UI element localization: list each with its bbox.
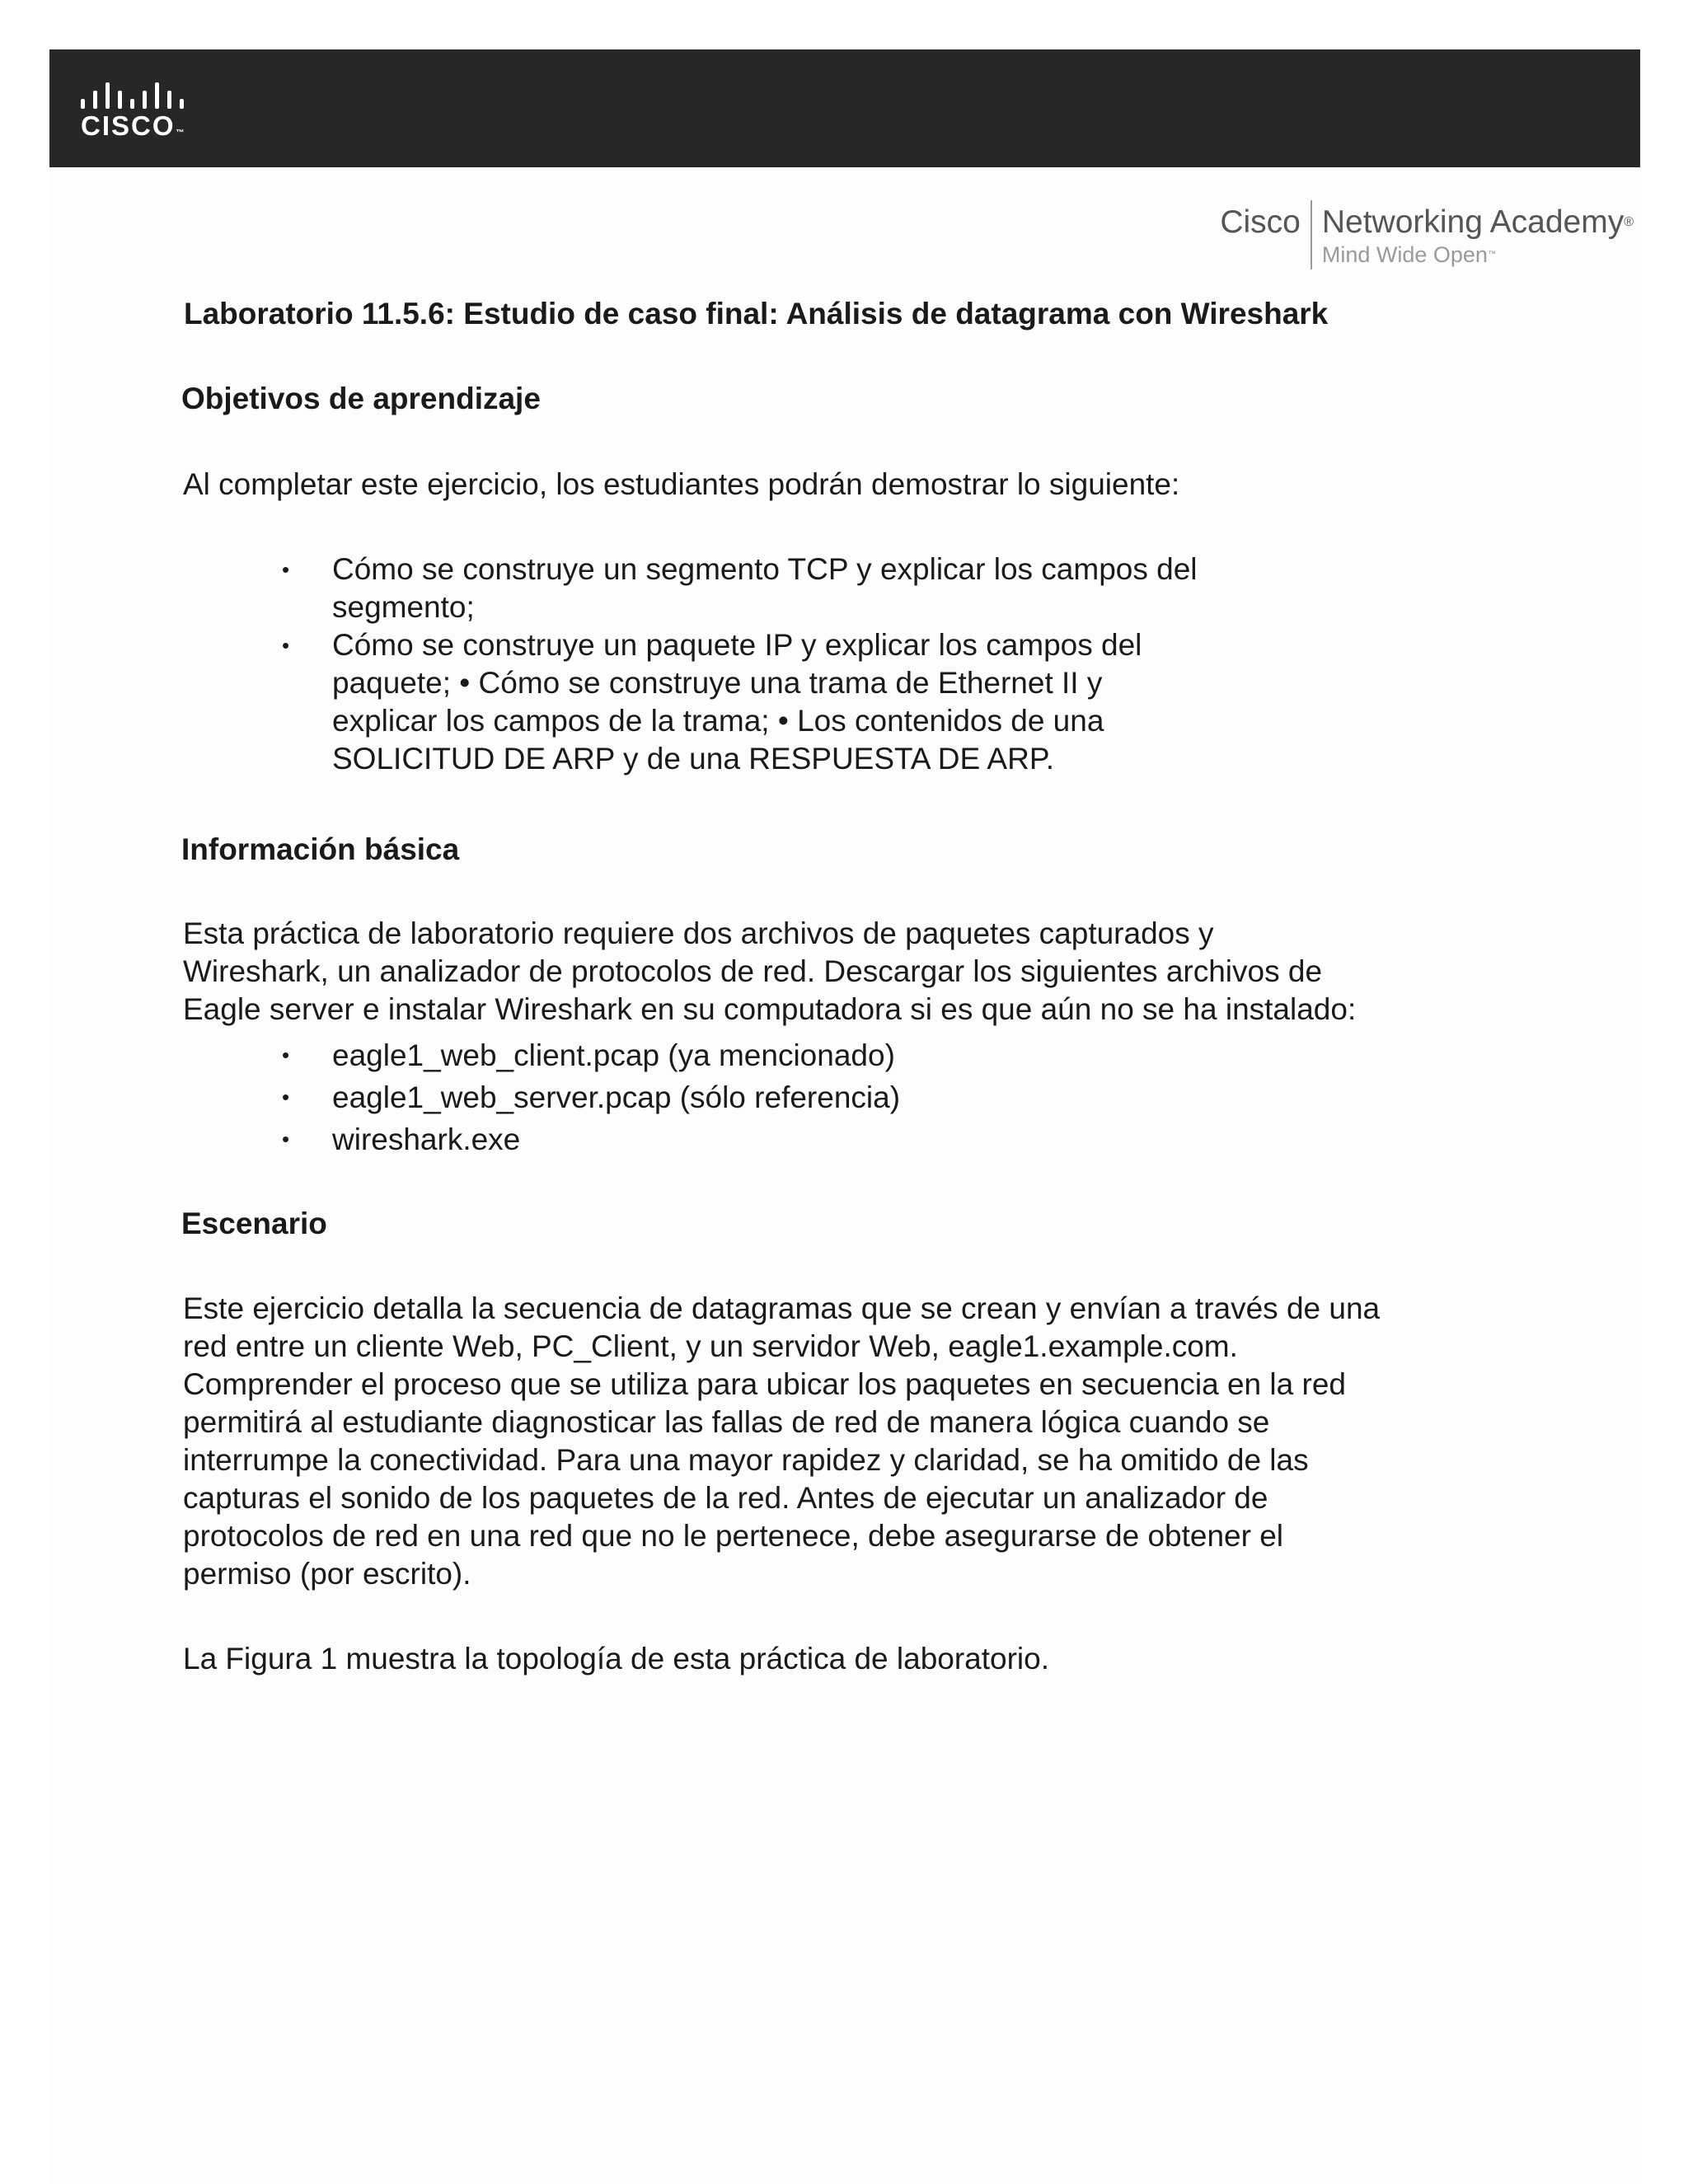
- scenario-heading: Escenario: [181, 1207, 327, 1240]
- file-name: wireshark.exe: [332, 1122, 521, 1156]
- objective-line: Cómo se construye un paquete IP y explicar los campos del: [332, 628, 1142, 662]
- file-name: eagle1_web_client.pcap (ya mencionado): [332, 1038, 895, 1072]
- objective-line: segmento;: [332, 590, 475, 624]
- cisco-wordmark-text: CISCO: [81, 110, 176, 141]
- paragraph-line: Wireshark, un analizador de protocolos de red. Descargar los siguientes archivos de: [183, 954, 1323, 988]
- background-paragraph: [183, 915, 1356, 1029]
- academy-cisco-text: Cisco: [1220, 204, 1301, 240]
- bullet-icon: •: [282, 1127, 290, 1151]
- paragraph-line: permiso (por escrito).: [183, 1557, 471, 1591]
- objective-line: Cómo se construye un segmento TCP y explicar los campos del: [332, 552, 1198, 586]
- document-page: [49, 49, 1640, 2184]
- bullet-icon: •: [282, 1043, 290, 1067]
- paragraph-line: Este ejercicio detalla la secuencia de datagramas que se crean y envían a través de una: [183, 1291, 1381, 1325]
- header-bar: [49, 49, 1640, 167]
- academy-tagline-text: Mind Wide Open: [1321, 242, 1488, 267]
- paragraph-line: Comprender el proceso que se utiliza para ubicar los paquetes en secuencia en la red: [183, 1367, 1346, 1401]
- files-list: [181, 1034, 900, 1160]
- objective-line: paquete; • Cómo se construye una trama de Ethernet II y: [332, 666, 1103, 700]
- background-heading: Información básica: [181, 832, 460, 866]
- cisco-trademark: ™: [176, 129, 186, 138]
- figure-note: La Figura 1 muestra la topología de esta práctica de laboratorio.: [183, 1642, 1050, 1675]
- academy-tagline-tm: ™: [1487, 250, 1496, 259]
- academy-registered-mark: ®: [1624, 215, 1634, 229]
- document-title: Laboratorio 11.5.6: Estudio de caso final: Análisis de datagrama con Wireshark: [184, 297, 1329, 330]
- cisco-logo: [79, 79, 195, 145]
- bullet-icon: •: [282, 1085, 290, 1109]
- paragraph-line: interrumpe la conectividad. Para una mayor rapidez y claridad, se ha omitido de las: [183, 1443, 1309, 1477]
- list-item: [181, 1076, 900, 1118]
- academy-tagline: [1322, 241, 1634, 268]
- list-item: [181, 1034, 900, 1076]
- paragraph-line: protocolos de red en una red que no le pertenece, debe asegurarse de obtener el: [183, 1519, 1284, 1553]
- list-item: [181, 626, 1198, 778]
- paragraph-line: permitirá al estudiante diagnosticar las fallas de red de manera lógica cuando se: [183, 1405, 1270, 1439]
- cisco-bars-icon: [79, 79, 195, 112]
- list-item: [181, 551, 1198, 626]
- paragraph-line: red entre un cliente Web, PC_Client, y un servidor Web, eagle1.example.com.: [183, 1329, 1238, 1363]
- paragraph-line: Eagle server e instalar Wireshark en su computadora si es que aún no se ha instalado:: [183, 992, 1357, 1026]
- academy-name-text: Networking Academy: [1321, 204, 1625, 240]
- list-item: [181, 1118, 900, 1160]
- networking-academy-logo: [1220, 200, 1634, 274]
- bullet-icon: •: [282, 633, 290, 658]
- academy-name: [1322, 204, 1634, 241]
- paragraph-line: capturas el sonido de los paquetes de la red. Antes de ejecutar un analizador de: [183, 1481, 1268, 1515]
- bullet-icon: •: [282, 557, 290, 582]
- paragraph-line: Esta práctica de laboratorio requiere dos archivos de paquetes capturados y: [183, 916, 1214, 950]
- academy-right: [1322, 200, 1634, 268]
- academy-divider: [1311, 200, 1312, 269]
- objective-line: SOLICITUD DE ARP y de una RESPUESTA DE ARP.: [332, 742, 1055, 776]
- objectives-heading: Objetivos de aprendizaje: [181, 382, 541, 415]
- scenario-paragraph: [183, 1290, 1380, 1593]
- file-name: eagle1_web_server.pcap (sólo referencia): [332, 1080, 901, 1114]
- cisco-wordmark: [81, 110, 186, 142]
- objective-line: explicar los campos de la trama; • Los contenidos de una: [332, 704, 1104, 738]
- objectives-intro: Al completar este ejercicio, los estudiantes podrán demostrar lo siguiente:: [183, 467, 1180, 501]
- objectives-list: [181, 551, 1198, 778]
